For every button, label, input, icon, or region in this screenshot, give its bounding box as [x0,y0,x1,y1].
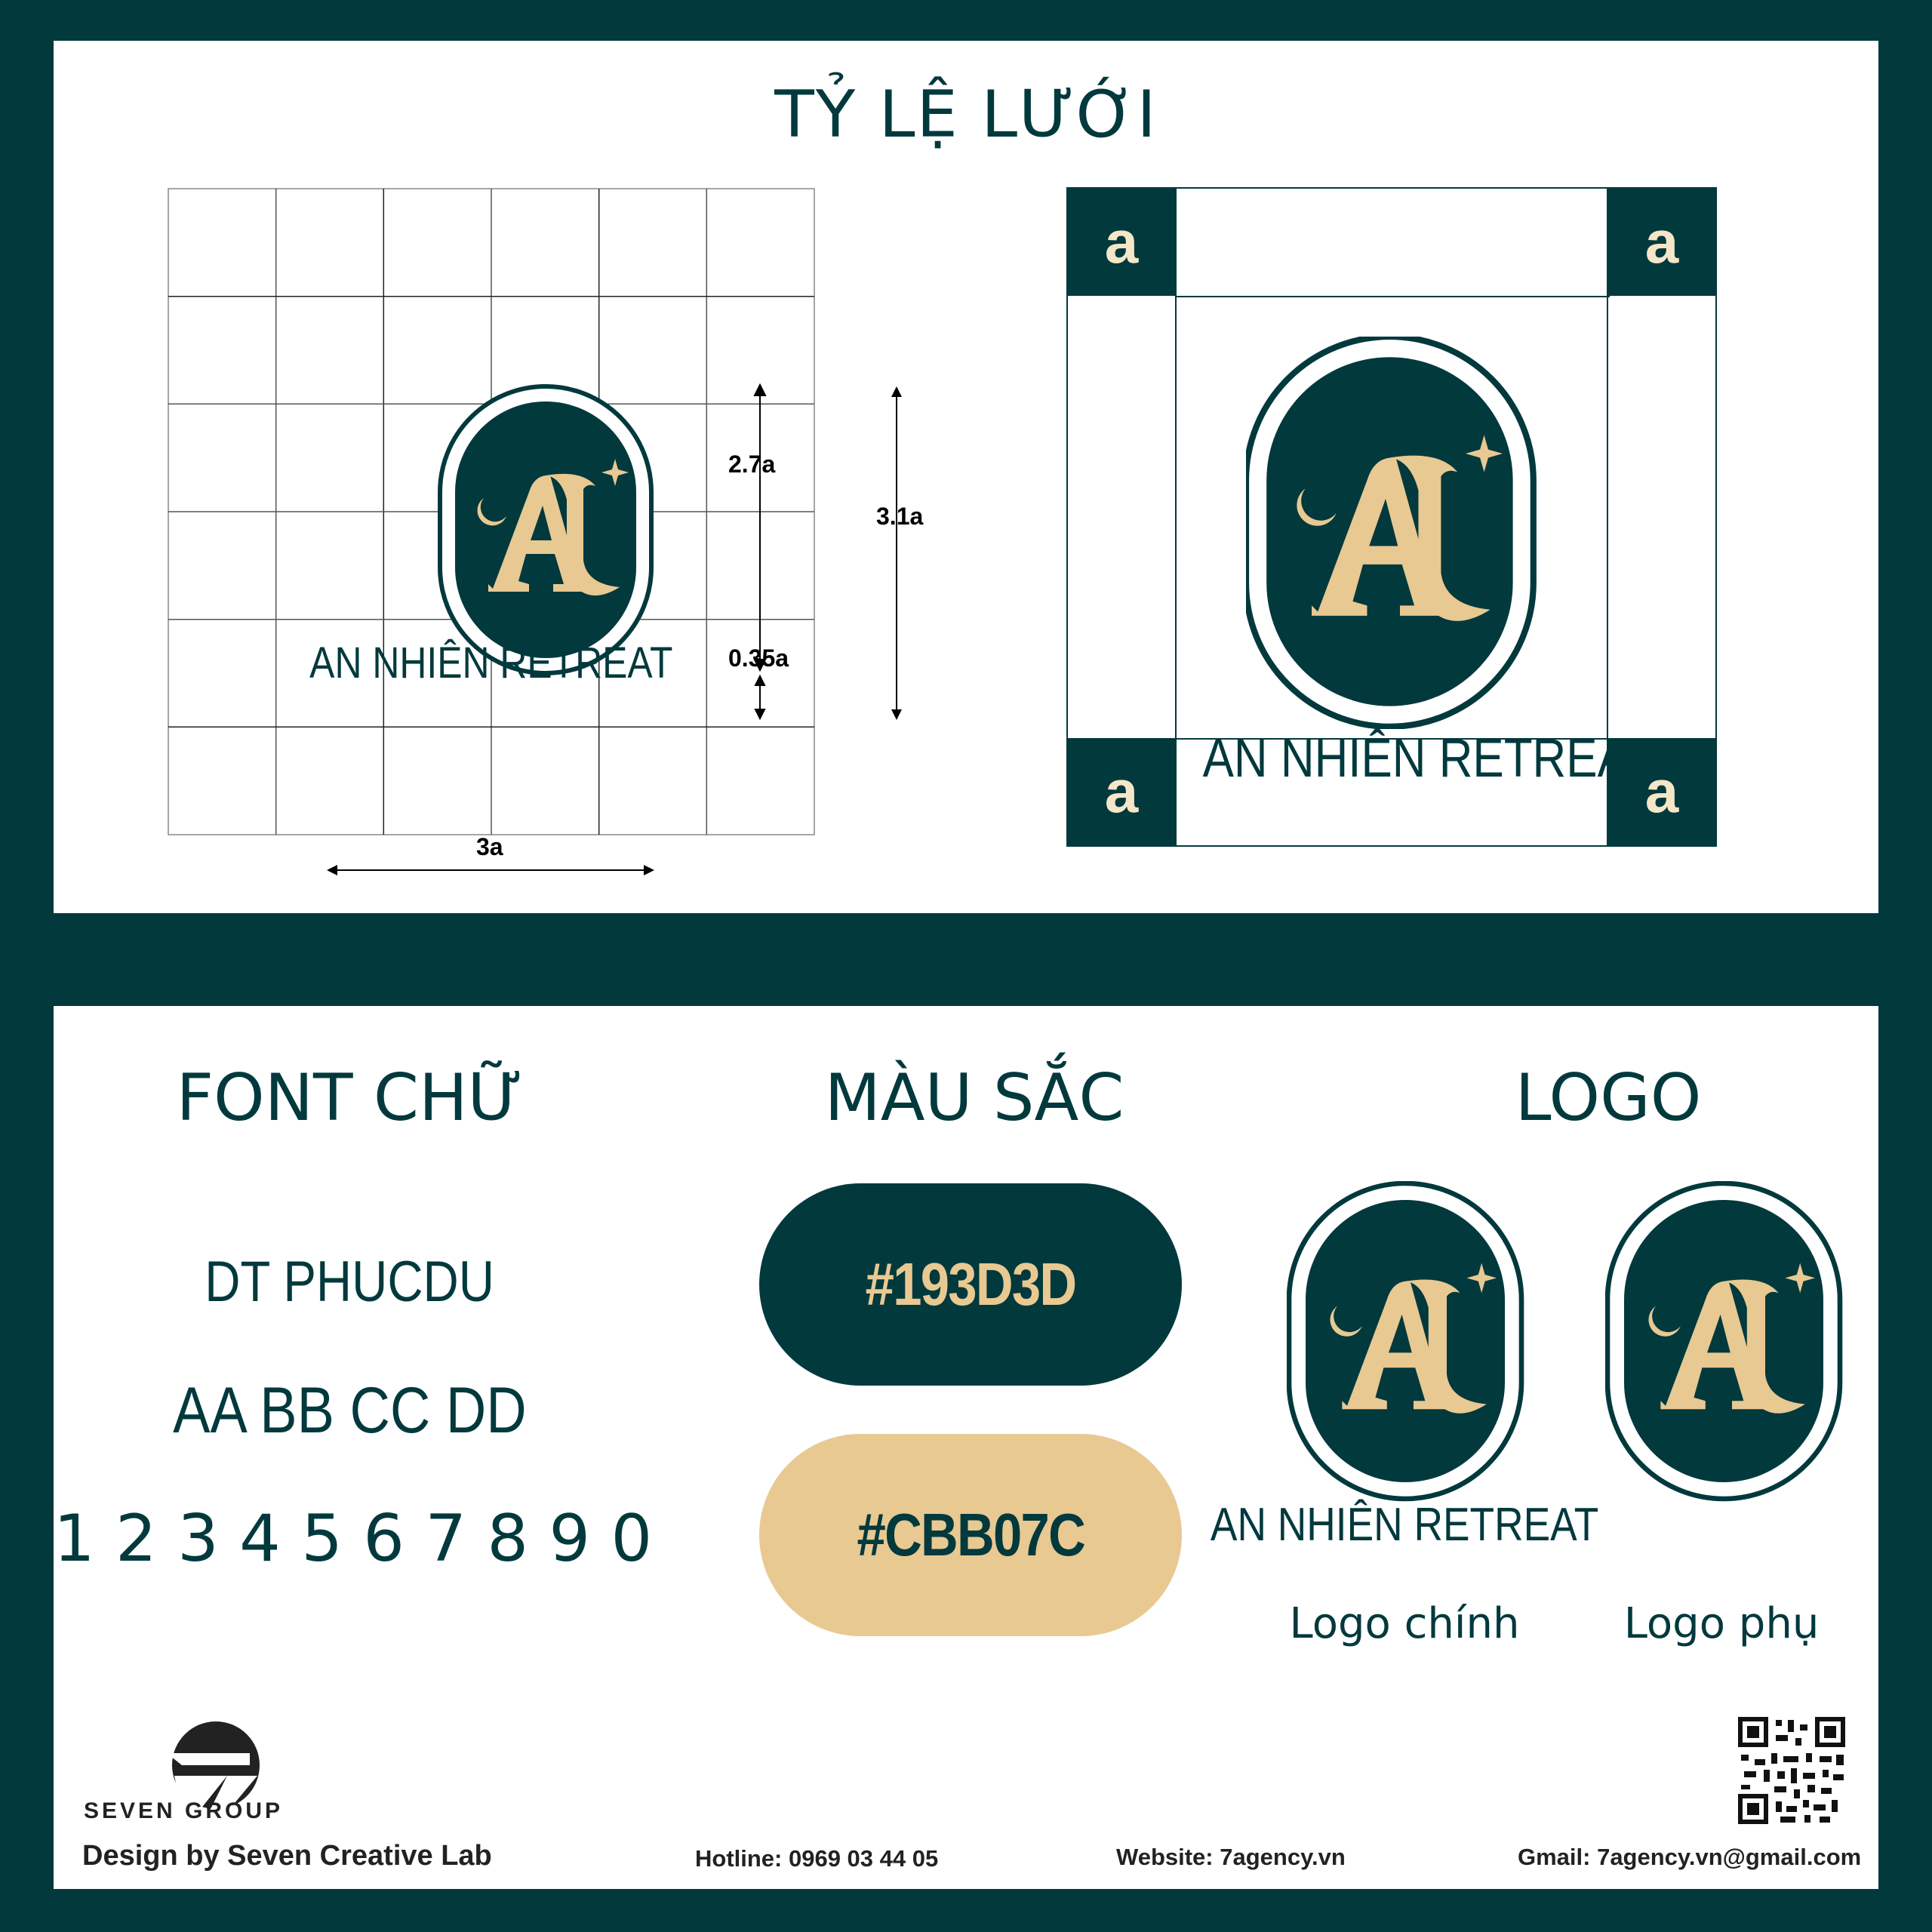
width-arrow [325,859,657,881]
hotline: Hotline: 0969 03 44 05 [695,1845,939,1872]
font-sample-letters: AA BB CC DD [173,1374,527,1447]
font-section-title: FONT CHỮ [176,1060,524,1136]
color-swatch-accent: #CBB07C [759,1434,1182,1636]
qr-code-icon[interactable] [1738,1717,1845,1824]
emblem-grid [440,386,651,673]
company-name: SEVEN GROUP [84,1798,284,1823]
clearspace-marker-top-right: a [1608,189,1715,296]
main-logo-brand-name: AN NHIÊN RETREAT [1210,1499,1599,1551]
color-swatch-primary: #193D3D [759,1183,1182,1386]
clearspace-marker-bottom-left: a [1068,738,1175,845]
grid-brand-name: AN NHIÊN RETREAT [309,638,673,688]
secondary-logo-caption: Logo phụ [1623,1599,1820,1648]
grid-section-title: TỶ LỆ LƯỚI [774,77,1158,152]
main-logo-caption: Logo chính [1289,1599,1520,1648]
color-section-title: MÀU SẮC [824,1060,1124,1136]
main-logo-emblem [1287,1181,1527,1506]
total-height-arrow [885,385,908,721]
emblem-clearspace [1246,337,1540,729]
clearspace-brand-name: AN NHIÊN RETREAT [1202,728,1654,789]
construction-grid [167,187,823,874]
grid-proportion-panel [54,41,1878,913]
font-sample-digits: 1 2 3 4 5 6 7 8 9 0 [54,1501,653,1577]
secondary-logo-emblem [1605,1181,1845,1506]
label-emblem-height: 2.7a [728,451,776,478]
label-width: 3a [476,833,503,860]
clearspace-marker-top-left: a [1068,189,1175,296]
clearspace-marker-bottom-right: a [1608,738,1715,845]
label-total-height: 3.1a [876,503,924,530]
design-credit: Design by Seven Creative Lab [82,1840,492,1872]
clearspace-frame [1066,187,1717,847]
font-name: DT PHUCDU [205,1250,495,1314]
label-gap: 0.35a [728,645,789,672]
website: Website: 7agency.vn [1116,1844,1346,1870]
brand-guide-panel [54,1006,1878,1889]
gmail: Gmail: 7agency.vn@gmail.com [1518,1844,1862,1870]
logo-section-title: LOGO [1515,1060,1702,1136]
